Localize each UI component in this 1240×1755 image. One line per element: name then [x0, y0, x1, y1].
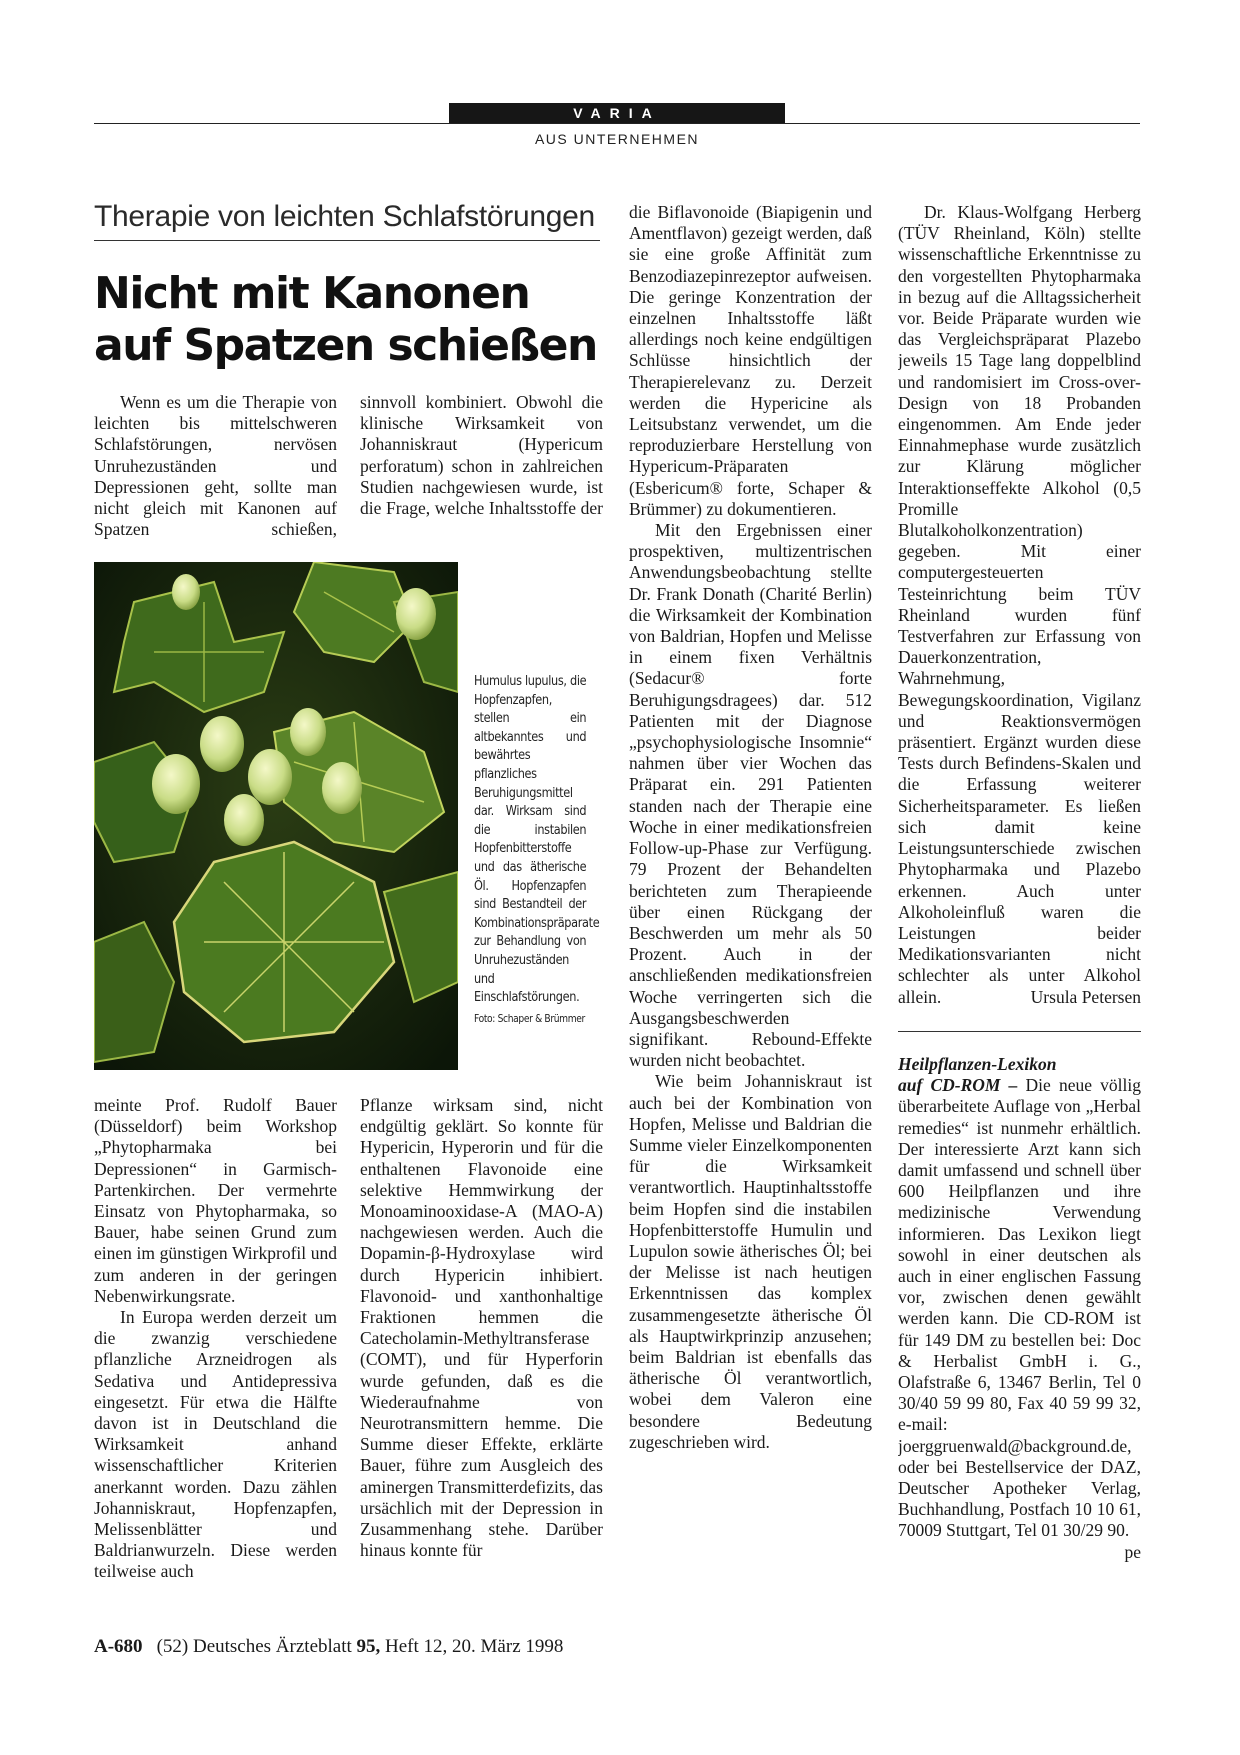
footer-issue: Heft 12, 20. März 1998	[380, 1636, 564, 1657]
lead-column-2	[360, 392, 603, 548]
section-subheader: AUS UNTERNEHMEN	[534, 131, 700, 147]
sidebar-box	[898, 1054, 1141, 1599]
body-column-1	[94, 1095, 337, 1599]
hop-illustration	[94, 562, 458, 1070]
photo-credit: Foto: Schaper & Brümmer	[474, 1012, 585, 1025]
sidebar-signature: pe	[1124, 1541, 1141, 1562]
headline-line-2: auf Spatzen schießen	[94, 320, 597, 371]
header-rule	[94, 123, 1140, 124]
headline-line-1: Nicht mit Kanonen	[94, 268, 530, 319]
page-footer	[94, 1636, 563, 1658]
col2-paragraph-1: Pflanze wirksam sind, nicht endgültig geklärt. So konnte für Hypericin, Hyperorin und für die enthaltenen Flavonoide eine selektive Hemmwirkung der Monoaminooxidase-A (MAO-A) nachgewiesen werden. Auch die Dopamin-β-Hydroxylase wird durch Hypericin inhibiert. Flavonoid- und xanthonhaltige Fraktionen hemmen die Catecholamin-Methyltransferase (COMT), und für Hyperforin wurde gefunden, daß es die Wiederaufnahme von Neurotransmittern hemme. Die Summe dieser Effekte, erklärte Bauer, führe zum Ausgleich des aminergen Transmitterdefizits, das ursächlich mit der Depression in Zusammenhang stehe. Darüber hinaus konnte für	[360, 1095, 603, 1561]
body-column-2	[360, 1095, 603, 1599]
footer-volume: 95,	[356, 1636, 381, 1657]
photo-caption	[474, 673, 600, 1026]
col4-text: Dr. Klaus-Wolfgang Herberg (TÜV Rheinland, Köln) stellte wissenschaftliche Erkenntnisse zu den vorgestellten Phytopharmaka in bezug auf die Alltagssicherheit vor. Beide Präparate wurden wie das Vergleichspräparat Plazebo jeweils 15 Tage lang doppelblind und randomisiert im Cross-over-Design von 18 Probanden eingenommen. Am Ende jeder Einnahmephase wurde zusätzlich zur Klärung möglicher Interaktionseffekte Alkohol (0,5 Promille Blutalkoholkonzentration) gegeben. Mit einer computergesteuerten Testeinrichtung beim TÜV Rheinland wurden fünf Testverfahren zur Erfassung von Dauerkonzentration, Wahrnehmung, Bewegungskoordination, Vigilanz und Reaktionsvermögen präsentiert. Ergänzt wurden diese Tests durch Befindens-Skalen und die Erfassung weiterer Sicherheitsparameter. Es ließen sich damit keine Leistungsunterschiede zwischen Phytopharmaka und Plazebo erkennen. Auch unter Alkoholeinfluß waren die Leistungen beider Medikationsvarianten nicht schlechter als unter Alkohol allein.	[898, 202, 1141, 1007]
section-header: VARIA	[449, 103, 785, 123]
lead-paragraph-1: Wenn es um die Therapie von leichten bis mittelschweren Schlafstörungen, nervösen Unruhezuständen und Depressionen geht, sollte man nicht gleich mit Kanonen auf Spatzen schießen,	[94, 392, 337, 540]
page-number: A-680	[94, 1636, 143, 1657]
article-kicker: Therapie von leichten Schlafstörungen	[94, 200, 595, 233]
body-column-3	[629, 202, 872, 1598]
article-author: Ursula Petersen	[1030, 986, 1141, 1007]
col3-paragraph-1: die Biflavonoide (Biapigenin und Amentflavon) gezeigt werden, daß sie eine große Affinität zum Benzodiazepinrezeptor aufweisen. Die geringe Konzentration der einzelnen Inhaltsstoffe läßt allerdings noch keine endgültigen Schlüsse hinsichtlich der Therapierelevanz zu. Derzeit werden die Hypericine als Leitsubstanz verwendet, um die reproduzierbare Herstellung von Hypericum-Präparaten (Esbericum® forte, Schaper & Brümmer) zu dokumentieren.	[629, 202, 872, 519]
hop-plant-photo	[94, 562, 458, 1070]
sidebar-body	[898, 1075, 1141, 1562]
lead-paragraph-2: sinnvoll kombiniert. Obwohl die klinische Wirksamkeit von Johanniskraut (Hypericum perforatum) schon in zahlreichen Studien nachgewiesen wurde, ist die Frage, welche Inhaltsstoffe der	[360, 392, 603, 519]
col1-paragraph-1: meinte Prof. Rudolf Bauer (Düsseldorf) beim Workshop „Phytopharmaka bei Depressionen“ in Garmisch-Partenkirchen. Der vermehrte Einsatz von Phytopharmaka, so Bauer, habe seinen Grund zum einen im günstigen Wirkprofil und zum anderen in der geringen Nebenwirkungsrate.	[94, 1095, 337, 1306]
body-column-4	[898, 202, 1141, 1010]
col4-paragraph-1	[898, 202, 1141, 1008]
col1-paragraph-2: In Europa werden derzeit um die zwanzig verschiedene pflanzliche Arzneidrogen als Sedativa und Antidepressiva eingesetzt. Für etwa die Hälfte davon ist in Deutschland die Wirksamkeit anhand wissenschaftlicher Kriterien anerkannt worden. Dazu zählen Johanniskraut, Hopfenzapfen, Melissenblätter und Baldrianwurzeln. Diese werden teilweise auch	[94, 1307, 337, 1582]
article-headline	[94, 268, 614, 372]
footer-source: (52) Deutsches Ärzteblatt	[156, 1636, 357, 1657]
lead-column-1	[94, 392, 337, 548]
sidebar-title-2: auf CD-ROM –	[898, 1075, 1018, 1096]
sidebar-text: Die neue völlig überarbeitete Auflage von „Herbal remedies“ ist nunmehr erhältlich. Der interessierte Arzt kann sich damit umfassend und schnell über 600 Heilpflanzen und ihre medizinische Verwendung informieren. Das Lexikon liegt sowohl in einer deutschen als auch in einer englischen Fassung vor, zwischen denen gewählt werden kann. Die CD-ROM ist für 149 DM zu bestellen bei: Doc & Herbalist GmbH i. G., Olafstraße 6, 13467 Berlin, Tel 0 30/40 59 99 80, Fax 40 59 99 32, e-mail: joerggruenwald@background.de, oder bei Bestellservice der DAZ, Deutscher Apotheker Verlag, Buchhandlung, Postfach 10 10 61, 70009 Stuttgart, Tel 01 30/29 90.	[898, 1075, 1141, 1541]
kicker-rule	[94, 240, 600, 241]
sidebar-title: Heilpflanzen-Lexikon	[898, 1054, 1057, 1074]
caption-text: Humulus lupulus, die Hopfenzapfen, stellen ein altbekanntes und bewährtes pflanzliches Beruhigungsmittel dar. Wirksam sind die instabilen Hopfenbitterstoffe und das ätherische Öl. Hopfenzapfen sind Bestandteil der Kombinationspräparate zur Behandlung von Unruhezuständen und Einschlafstörungen.	[474, 674, 600, 1006]
col3-paragraph-3: Wie beim Johanniskraut ist auch bei der Kombination von Hopfen, Melisse und Baldrian die Summe vieler Einzelkomponenten für die Wirksamkeit verantwortlich. Hauptinhaltsstoffe beim Hopfen sind die instabilen Hopfenbitterstoffe Humulin und Lupulon sowie ätherisches Öl; bei der Melisse ist nach heutigen Erkenntnissen das komplex zusammengesetzte ätherische Öl als Hauptwirkprinzip anzusehen; beim Baldrian ist ebenfalls das ätherische Öl verantwortlich, wobei dem Valeron eine besondere Bedeutung zugeschrieben wird.	[629, 1071, 872, 1452]
sidebar-separator	[898, 1031, 1141, 1032]
col3-paragraph-2: Mit den Ergebnissen einer prospektiven, multizentrischen Anwendungsbeobachtung stellte Dr. Frank Donath (Charité Berlin) die Wirksamkeit der Kombination von Baldrian, Hopfen und Melisse in einem fixen Verhältnis (Sedacur® forte Beruhigungsdragees) dar. 512 Patienten mit der Diagnose „psychophysiologische Insomnie“ nahmen über vier Wochen das Präparat ein. 291 Patienten standen nach der Therapie eine Woche in einer medikationsfreien Follow-up-Phase zur Verfügung. 79 Prozent der Behandelten berichteten zum Therapieende über einen Rückgang der Beschwerden um mehr als 50 Prozent. Auch in der anschließenden medikationsfreien Woche verringerten sich die Ausgangsbeschwerden signifikant. Rebound-Effekte wurden nicht beobachtet.	[629, 520, 872, 1071]
